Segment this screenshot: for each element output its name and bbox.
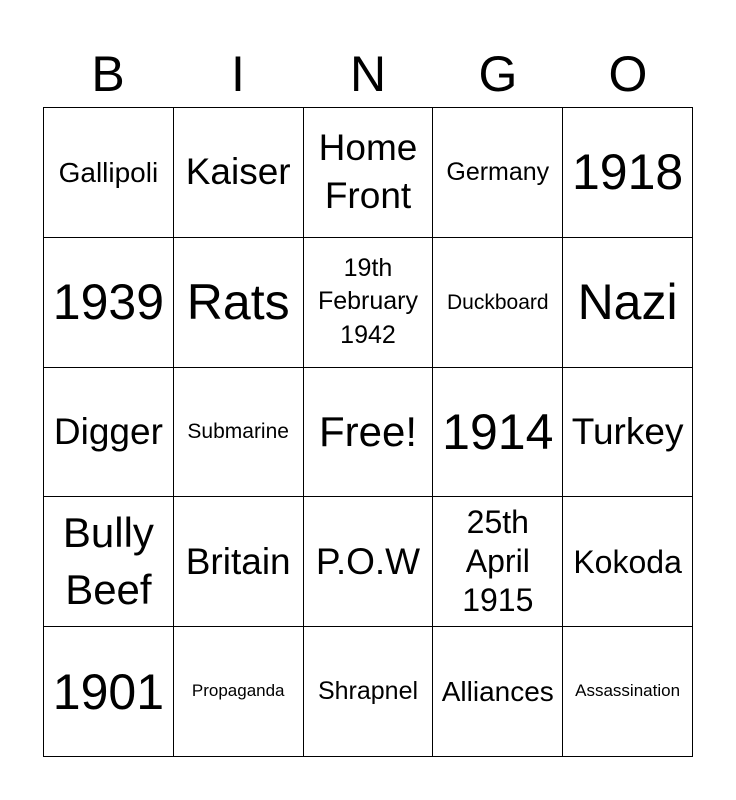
bingo-cell[interactable] <box>44 627 174 757</box>
bingo-cell[interactable] <box>433 368 563 498</box>
bingo-cell[interactable] <box>174 108 304 238</box>
bingo-cell[interactable] <box>174 368 304 498</box>
cell-text: Kaiser <box>185 151 291 193</box>
bingo-cell[interactable] <box>304 497 434 627</box>
cell-text: Shrapnel <box>317 676 419 705</box>
cell-text: Nazi <box>577 274 678 331</box>
cell-text: Alliances <box>441 675 554 707</box>
bingo-header <box>43 40 693 108</box>
cell-text: Britain <box>185 540 291 582</box>
cell-text: Turkey <box>571 410 684 452</box>
bingo-cell[interactable] <box>563 497 693 627</box>
header-letter-g: G <box>478 46 518 102</box>
bingo-cell[interactable] <box>44 368 174 498</box>
cell-text: Kokoda <box>573 543 682 580</box>
cell-text: 1914 <box>442 403 554 460</box>
bingo-cell[interactable] <box>563 108 693 238</box>
header-letter-o: O <box>608 46 648 102</box>
bingo-cell[interactable] <box>433 238 563 368</box>
bingo-grid <box>43 107 693 757</box>
header-letter-b: B <box>91 46 125 102</box>
cell-text: Gallipoli <box>58 156 159 188</box>
bingo-cell[interactable] <box>563 627 693 757</box>
bingo-cell[interactable] <box>304 368 434 498</box>
bingo-cell[interactable] <box>44 108 174 238</box>
bingo-cell[interactable] <box>433 108 563 238</box>
bingo-cell[interactable] <box>304 238 434 368</box>
bingo-cell[interactable] <box>563 238 693 368</box>
cell-text: 1901 <box>52 663 165 720</box>
bingo-cell[interactable] <box>44 238 174 368</box>
bingo-cell[interactable] <box>44 497 174 627</box>
cell-text: 25th April 1915 <box>462 504 534 619</box>
cell-text: P.O.W <box>315 540 421 582</box>
cell-text: 19th February 1942 <box>317 253 419 350</box>
cell-text: 1918 <box>571 144 684 201</box>
header-letter-n: N <box>349 46 387 102</box>
bingo-cell[interactable] <box>304 108 434 238</box>
cell-text: Bully Beef <box>62 509 154 613</box>
cell-text: Rats <box>186 274 290 331</box>
bingo-cell[interactable] <box>174 238 304 368</box>
cell-text: Assassination <box>575 681 681 701</box>
cell-text: Free! <box>318 407 417 455</box>
bingo-cell[interactable] <box>433 627 563 757</box>
cell-text: Submarine <box>187 420 289 444</box>
bingo-cell[interactable] <box>563 368 693 498</box>
cell-text: Home Front <box>318 127 418 217</box>
bingo-cell[interactable] <box>433 497 563 627</box>
cell-text: Germany <box>446 157 550 186</box>
cell-text: Duckboard <box>447 290 549 314</box>
bingo-cell[interactable] <box>174 497 304 627</box>
cell-text: Digger <box>53 410 163 452</box>
cell-text: Propaganda <box>191 681 285 701</box>
header-letter-i: I <box>231 46 245 102</box>
bingo-cell[interactable] <box>304 627 434 757</box>
bingo-cell[interactable] <box>174 627 304 757</box>
cell-text: 1939 <box>52 274 165 331</box>
